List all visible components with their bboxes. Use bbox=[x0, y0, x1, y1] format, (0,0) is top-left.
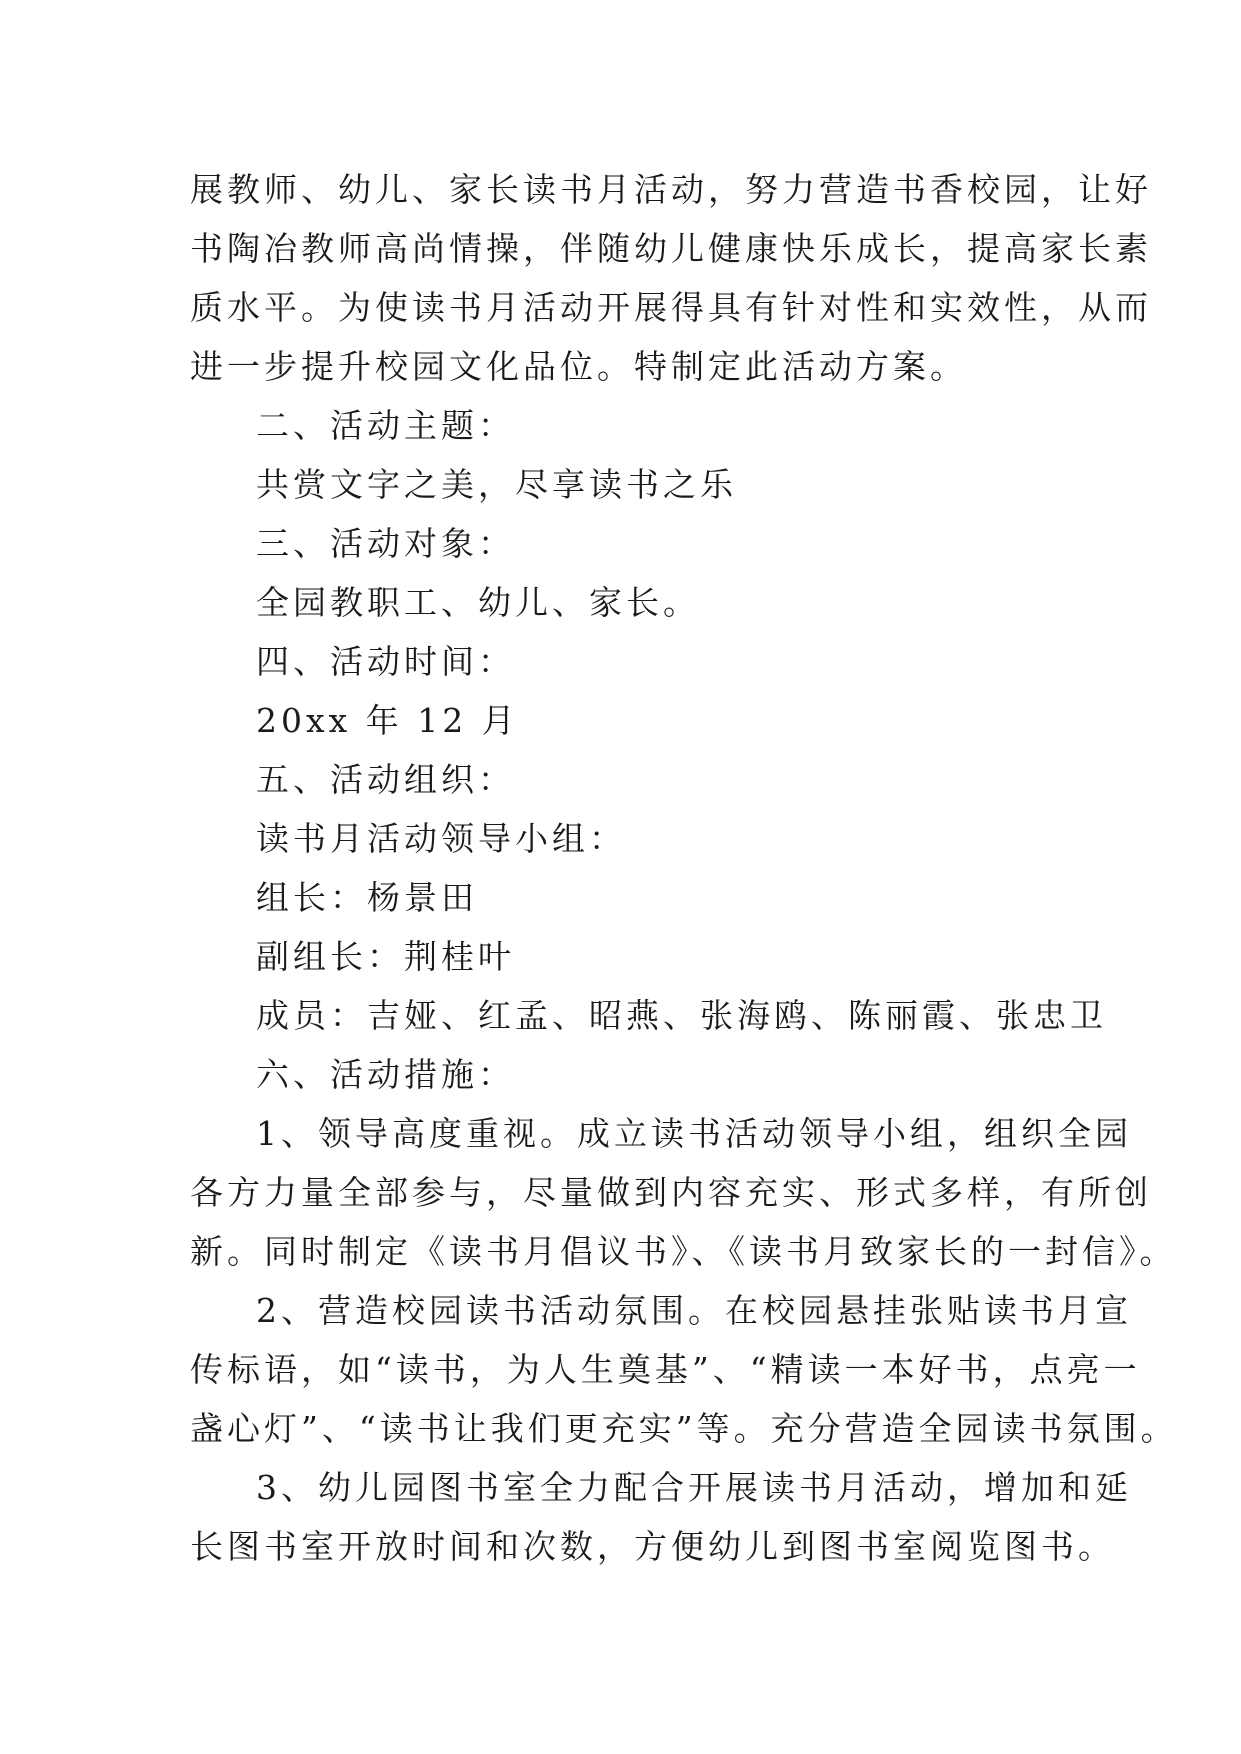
section-heading-organization: 五、活动组织： bbox=[256, 760, 515, 799]
measure-2-line: 传标语，如“读书，为人生奠基”、“精读一本好书，点亮一 bbox=[190, 1350, 1141, 1389]
time-text: 20xx 年 12 月 bbox=[256, 701, 519, 740]
measure-1-line: 新。同时制定《读书月倡议书》、《读书月致家长的一封信》。 bbox=[190, 1232, 1177, 1271]
theme-text: 共赏文字之美，尽享读书之乐 bbox=[256, 465, 737, 504]
section-heading-theme: 二、活动主题： bbox=[256, 406, 515, 445]
section-heading-measures: 六、活动措施： bbox=[256, 1055, 515, 1094]
document-body bbox=[190, 160, 1178, 1576]
measure-1-line: 1、领导高度重视。成立读书活动领导小组，组织全园 bbox=[256, 1114, 1132, 1153]
measure-1-line: 各方力量全部参与，尽量做到内容充实、形式多样，有所创 bbox=[190, 1173, 1152, 1212]
measure-2-line: 盏心灯”、“读书让我们更充实”等。充分营造全园读书氛围。 bbox=[190, 1409, 1178, 1448]
section-heading-audience: 三、活动对象： bbox=[256, 524, 515, 563]
organization-group: 读书月活动领导小组： bbox=[256, 819, 626, 858]
organization-members: 成员：吉娅、红孟、昭燕、张海鸥、陈丽霞、张忠卫 bbox=[256, 996, 1107, 1035]
audience-text: 全园教职工、幼儿、家长。 bbox=[256, 583, 700, 622]
measure-3-line: 3、幼儿园图书室全力配合开展读书月活动，增加和延 bbox=[256, 1468, 1132, 1507]
organization-deputy: 副组长：荆桂叶 bbox=[256, 937, 515, 976]
text-line: 书陶冶教师高尚情操，伴随幼儿健康快乐成长，提高家长素 bbox=[190, 229, 1152, 268]
text-line: 进一步提升校园文化品位。特制定此活动方案。 bbox=[190, 347, 967, 386]
section-heading-time: 四、活动时间： bbox=[256, 642, 515, 681]
measure-2-line: 2、营造校园读书活动氛围。在校园悬挂张贴读书月宣 bbox=[256, 1291, 1132, 1330]
text-line: 展教师、幼儿、家长读书月活动，努力营造书香校园，让好 bbox=[190, 170, 1152, 209]
organization-leader: 组长：杨景田 bbox=[256, 878, 478, 917]
text-line: 质水平。为使读书月活动开展得具有针对性和实效性，从而 bbox=[190, 288, 1152, 327]
measure-3-line: 长图书室开放时间和次数，方便幼儿到图书室阅览图书。 bbox=[190, 1527, 1115, 1566]
